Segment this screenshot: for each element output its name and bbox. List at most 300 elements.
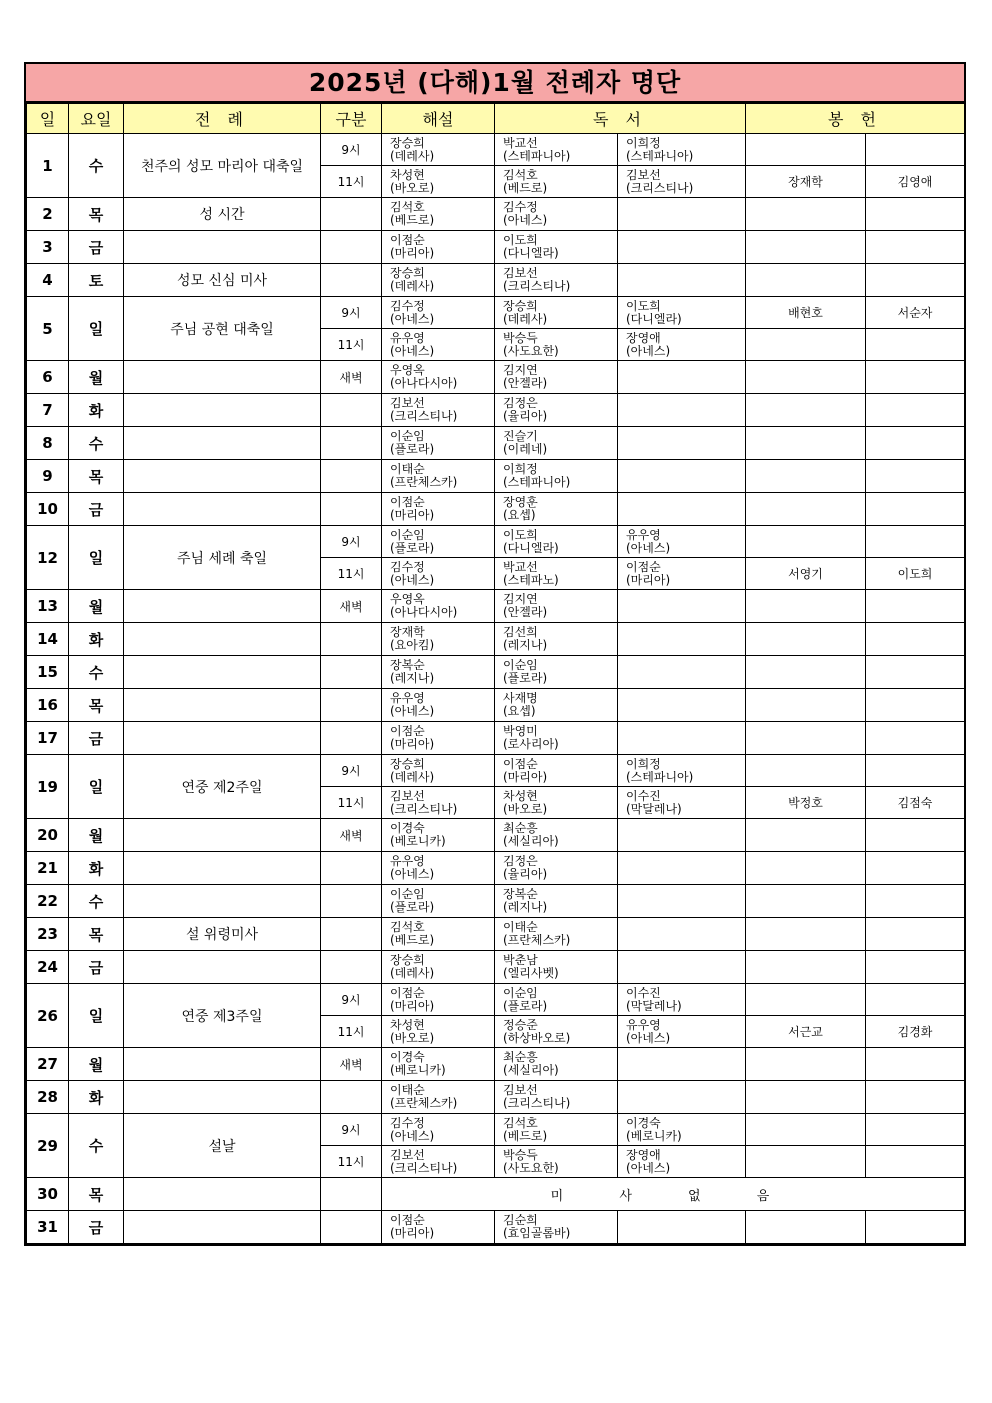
table-row [27,264,965,297]
person-saint-name: (아네스) [626,1031,671,1045]
person-name: 이경숙 [626,1116,661,1130]
offering-1-cell [746,1081,866,1114]
header-reading: 독 서 [495,104,746,134]
reading-1-cell [495,1114,618,1146]
day-cell: 13 [27,590,69,623]
liturgy-cell [124,689,321,722]
offering-1-cell: 박정호 [746,787,866,819]
liturgy-cell [124,460,321,493]
person-name: 이순임 [503,659,538,672]
person-saint-name: (아네스) [390,573,435,587]
commentary-cell [382,493,495,526]
person-saint-name: (아네스) [503,214,548,227]
commentary-cell [382,231,495,264]
commentary-cell [382,558,495,590]
reading-2-cell [618,689,746,722]
offering-2-cell [866,819,965,852]
person-name: 이순임 [390,528,425,542]
person-saint-name: (세실리아) [503,835,559,848]
commentary-cell [382,984,495,1016]
person-name: 김선희 [503,626,538,639]
person-saint-name: (베로니카) [390,835,446,848]
day-cell: 20 [27,819,69,852]
table-row [27,361,965,394]
person-name: 김보선 [390,397,425,410]
person-saint-name: (스테파니아) [626,770,694,784]
weekday-cell: 월 [69,590,124,623]
person-name: 김보선 [503,1084,538,1097]
weekday-cell: 화 [69,852,124,885]
reading-1-cell [495,427,618,460]
person-saint-name: (스테파니아) [626,149,694,163]
day-cell: 30 [27,1178,69,1211]
slot-cell: 11시 [321,1016,382,1048]
commentary-cell [382,623,495,656]
weekday-cell: 목 [69,198,124,231]
person-saint-name: (바오로) [390,181,435,195]
header-commentary: 해설 [382,104,495,134]
person-saint-name: (플로라) [390,901,435,914]
weekday-cell: 금 [69,951,124,984]
offering-1-cell [746,427,866,460]
person-saint-name: (스테파니아) [503,149,571,163]
reading-1-cell [495,787,618,819]
person-name: 김지연 [503,593,538,606]
person-name: 차성현 [390,1018,425,1032]
slot-cell [321,722,382,755]
weekday-cell: 월 [69,1048,124,1081]
day-cell: 19 [27,755,69,819]
person-saint-name: (아네스) [390,705,435,718]
person-name: 우영옥 [390,593,425,606]
person-saint-name: (마리아) [503,770,548,784]
offering-1-cell [746,493,866,526]
person-saint-name: (아네스) [626,1161,671,1175]
table-row [27,689,965,722]
commentary-cell [382,361,495,394]
commentary-cell [382,918,495,951]
person-name: 이점순 [390,234,425,247]
person-saint-name: (데레사) [390,149,435,163]
table-row [27,297,965,329]
offering-2-cell [866,1114,965,1146]
reading-2-cell [618,819,746,852]
commentary-cell [382,460,495,493]
person-name: 유우영 [390,855,425,868]
person-name: 차성현 [390,168,425,182]
offering-2-cell [866,656,965,689]
slot-cell: 9시 [321,984,382,1016]
liturgy-cell [124,1211,321,1244]
offering-1-cell [746,460,866,493]
weekday-cell: 금 [69,493,124,526]
reading-2-cell [618,297,746,329]
slot-cell [321,427,382,460]
weekday-cell: 월 [69,819,124,852]
liturgy-cell [124,427,321,460]
offering-1-cell [746,885,866,918]
offering-1-cell [746,656,866,689]
commentary-cell [382,1211,495,1244]
person-name: 이점순 [503,757,538,771]
person-name: 김보선 [626,168,661,182]
table-row [27,984,965,1016]
day-cell: 10 [27,493,69,526]
commentary-cell [382,689,495,722]
person-name: 이도희 [503,528,538,542]
table-row [27,134,965,166]
offering-2-cell: 김점숙 [866,787,965,819]
offering-2-cell [866,394,965,427]
person-saint-name: (안젤라) [503,377,548,390]
offering-2-cell: 서순자 [866,297,965,329]
day-cell: 5 [27,297,69,361]
person-name: 우영옥 [390,364,425,377]
table-row [27,460,965,493]
offering-2-cell [866,1048,965,1081]
slot-cell [321,198,382,231]
slot-cell [321,231,382,264]
offering-2-cell [866,1211,965,1244]
reading-2-cell [618,1048,746,1081]
reading-1-cell [495,134,618,166]
person-saint-name: (플로라) [503,999,548,1013]
person-saint-name: (크리스티나) [390,410,458,423]
offering-1-cell [746,1048,866,1081]
reading-1-cell [495,198,618,231]
person-saint-name: (사도요한) [503,1161,559,1175]
slot-cell: 11시 [321,329,382,361]
offering-1-cell: 장재학 [746,166,866,198]
slot-cell: 11시 [321,787,382,819]
offering-2-cell [866,526,965,558]
commentary-cell [382,1114,495,1146]
person-saint-name: (아나다시아) [390,606,458,619]
liturgy-cell: 성 시간 [124,198,321,231]
liturgy-cell: 연중 제3주일 [124,984,321,1048]
offering-1-cell [746,852,866,885]
table-row [27,885,965,918]
day-cell: 8 [27,427,69,460]
reading-2-cell [618,361,746,394]
table-row [27,852,965,885]
person-name: 장복순 [390,659,425,672]
day-cell: 21 [27,852,69,885]
person-name: 장승희 [390,757,425,771]
person-saint-name: (안젤라) [503,606,548,619]
slot-cell [321,918,382,951]
reading-1-cell [495,231,618,264]
commentary-cell [382,264,495,297]
person-saint-name: (데레사) [503,312,548,326]
reading-1-cell [495,361,618,394]
offering-1-cell [746,394,866,427]
person-saint-name: (마리아) [390,738,435,751]
table-row [27,1114,965,1146]
person-name: 김순희 [503,1214,538,1227]
person-name: 유우영 [390,331,425,345]
offering-2-cell [866,1146,965,1178]
offering-2-cell [866,755,965,787]
slot-cell: 11시 [321,1146,382,1178]
header-row [27,104,965,134]
offering-2-cell [866,885,965,918]
liturgy-cell [124,231,321,264]
person-name: 김지연 [503,364,538,377]
person-saint-name: (율리아) [503,410,548,423]
liturgy-cell: 설 위령미사 [124,918,321,951]
liturgy-cell: 주님 공현 대축일 [124,297,321,361]
slot-cell: 9시 [321,297,382,329]
commentary-cell [382,1081,495,1114]
weekday-cell: 토 [69,264,124,297]
person-name: 박승득 [503,331,538,345]
table-row [27,526,965,558]
slot-cell [321,689,382,722]
person-name: 이점순 [390,986,425,1000]
reading-2-cell [618,1016,746,1048]
person-name: 장영애 [626,331,661,345]
reading-1-cell [495,1146,618,1178]
weekday-cell: 목 [69,1178,124,1211]
day-cell: 6 [27,361,69,394]
offering-2-cell [866,231,965,264]
offering-1-cell [746,1146,866,1178]
schedule-sheet [24,62,966,1246]
day-cell: 9 [27,460,69,493]
person-name: 이수진 [626,789,661,803]
person-name: 박춘남 [503,954,538,967]
person-name: 김정은 [503,855,538,868]
person-saint-name: (베드로) [390,934,435,947]
person-saint-name: (아네스) [390,1129,435,1143]
person-saint-name: (레지나) [503,639,548,652]
commentary-cell [382,885,495,918]
offering-1-cell: 배현호 [746,297,866,329]
person-saint-name: (세실리아) [503,1064,559,1077]
person-name: 이수진 [626,986,661,1000]
offering-2-cell: 김영애 [866,166,965,198]
slot-cell [321,1211,382,1244]
day-cell: 23 [27,918,69,951]
no-mass-note: 미 사 없 음 [382,1178,965,1211]
person-saint-name: (프란체스카) [503,934,571,947]
person-saint-name: (크리스티나) [503,1097,571,1110]
person-saint-name: (사도요한) [503,344,559,358]
weekday-cell: 목 [69,918,124,951]
reading-1-cell [495,918,618,951]
commentary-cell [382,590,495,623]
person-name: 이경숙 [390,822,425,835]
weekday-cell: 화 [69,394,124,427]
person-name: 유우영 [390,692,425,705]
person-saint-name: (크리스티나) [626,181,694,195]
reading-2-cell [618,1114,746,1146]
header-weekday: 요일 [69,104,124,134]
weekday-cell: 수 [69,656,124,689]
table-row [27,1081,965,1114]
offering-1-cell [746,590,866,623]
offering-2-cell [866,722,965,755]
reading-1-cell [495,460,618,493]
person-name: 정승준 [503,1018,538,1032]
reading-2-cell [618,460,746,493]
slot-cell: 9시 [321,755,382,787]
reading-2-cell [618,1146,746,1178]
reading-1-cell [495,819,618,852]
offering-2-cell [866,493,965,526]
table-row [27,590,965,623]
offering-1-cell [746,819,866,852]
slot-cell: 9시 [321,526,382,558]
commentary-cell [382,297,495,329]
slot-cell: 11시 [321,166,382,198]
weekday-cell: 목 [69,689,124,722]
person-name: 유우영 [626,528,661,542]
person-name: 이도희 [626,299,661,313]
person-name: 김수정 [390,299,425,313]
person-name: 이순임 [390,430,425,443]
person-saint-name: (요아킴) [390,639,435,652]
header-slot: 구분 [321,104,382,134]
offering-1-cell [746,231,866,264]
person-name: 장승희 [390,954,425,967]
commentary-cell [382,951,495,984]
liturgy-cell [124,493,321,526]
slot-cell: 새벽 [321,590,382,623]
schedule-table [26,103,965,1244]
reading-1-cell [495,297,618,329]
weekday-cell: 월 [69,361,124,394]
commentary-cell [382,1146,495,1178]
offering-1-cell [746,1114,866,1146]
person-name: 유우영 [626,1018,661,1032]
reading-2-cell [618,526,746,558]
person-name: 이태순 [390,463,425,476]
reading-1-cell [495,722,618,755]
person-name: 이점순 [390,496,425,509]
person-saint-name: (플로라) [390,443,435,456]
table-row [27,1048,965,1081]
liturgy-cell [124,656,321,689]
reading-2-cell [618,951,746,984]
day-cell: 2 [27,198,69,231]
weekday-cell: 일 [69,755,124,819]
reading-2-cell [618,918,746,951]
person-saint-name: (엘리사벳) [503,967,559,980]
slot-cell [321,460,382,493]
reading-1-cell [495,755,618,787]
slot-cell [321,264,382,297]
person-saint-name: (다니엘라) [503,247,559,260]
person-name: 사재명 [503,692,538,705]
person-saint-name: (하상바오로) [503,1031,571,1045]
table-row [27,755,965,787]
schedule-body [27,134,965,1244]
person-saint-name: (베드로) [503,1129,548,1143]
day-cell: 3 [27,231,69,264]
offering-2-cell [866,951,965,984]
reading-1-cell [495,329,618,361]
person-saint-name: (아네스) [390,868,435,881]
reading-1-cell [495,623,618,656]
liturgy-cell: 천주의 성모 마리아 대축일 [124,134,321,198]
table-row [27,623,965,656]
person-name: 김석호 [390,921,425,934]
day-cell: 4 [27,264,69,297]
table-row [27,394,965,427]
person-saint-name: (마리아) [390,509,435,522]
slot-cell [321,1178,382,1211]
reading-2-cell [618,427,746,460]
header-liturgy: 전 례 [124,104,321,134]
slot-cell [321,656,382,689]
person-saint-name: (레지나) [390,672,435,685]
reading-2-cell [618,558,746,590]
person-saint-name: (요셉) [503,705,536,718]
person-saint-name: (마리아) [626,573,671,587]
commentary-cell [382,427,495,460]
weekday-cell: 수 [69,134,124,198]
reading-2-cell [618,656,746,689]
person-saint-name: (데레사) [390,280,435,293]
person-name: 박승득 [503,1148,538,1162]
day-cell: 16 [27,689,69,722]
day-cell: 27 [27,1048,69,1081]
day-cell: 15 [27,656,69,689]
offering-1-cell [746,1211,866,1244]
reading-2-cell [618,885,746,918]
person-name: 이경숙 [390,1051,425,1064]
person-saint-name: (아나다시아) [390,377,458,390]
person-name: 김수정 [503,201,538,214]
reading-1-cell [495,493,618,526]
weekday-cell: 수 [69,427,124,460]
person-saint-name: (스테파노) [503,573,559,587]
slot-cell [321,623,382,656]
person-saint-name: (크리스티나) [390,1161,458,1175]
slot-cell [321,394,382,427]
day-cell: 7 [27,394,69,427]
weekday-cell: 일 [69,297,124,361]
reading-1-cell [495,394,618,427]
day-cell: 29 [27,1114,69,1178]
reading-2-cell [618,329,746,361]
offering-2-cell [866,852,965,885]
person-saint-name: (베드로) [390,214,435,227]
person-name: 이순임 [390,888,425,901]
weekday-cell: 일 [69,984,124,1048]
header-offering: 봉 헌 [746,104,965,134]
person-saint-name: (크리스티나) [503,280,571,293]
person-name: 이희정 [626,136,661,150]
person-saint-name: (다니엘라) [626,312,682,326]
reading-2-cell [618,852,746,885]
liturgy-cell [124,852,321,885]
commentary-cell [382,134,495,166]
slot-cell: 11시 [321,558,382,590]
person-saint-name: (아네스) [626,344,671,358]
reading-2-cell [618,590,746,623]
offering-2-cell [866,329,965,361]
table-row [27,918,965,951]
offering-2-cell [866,264,965,297]
person-name: 김수정 [390,1116,425,1130]
liturgy-cell [124,885,321,918]
commentary-cell [382,852,495,885]
liturgy-cell [124,361,321,394]
reading-1-cell [495,852,618,885]
